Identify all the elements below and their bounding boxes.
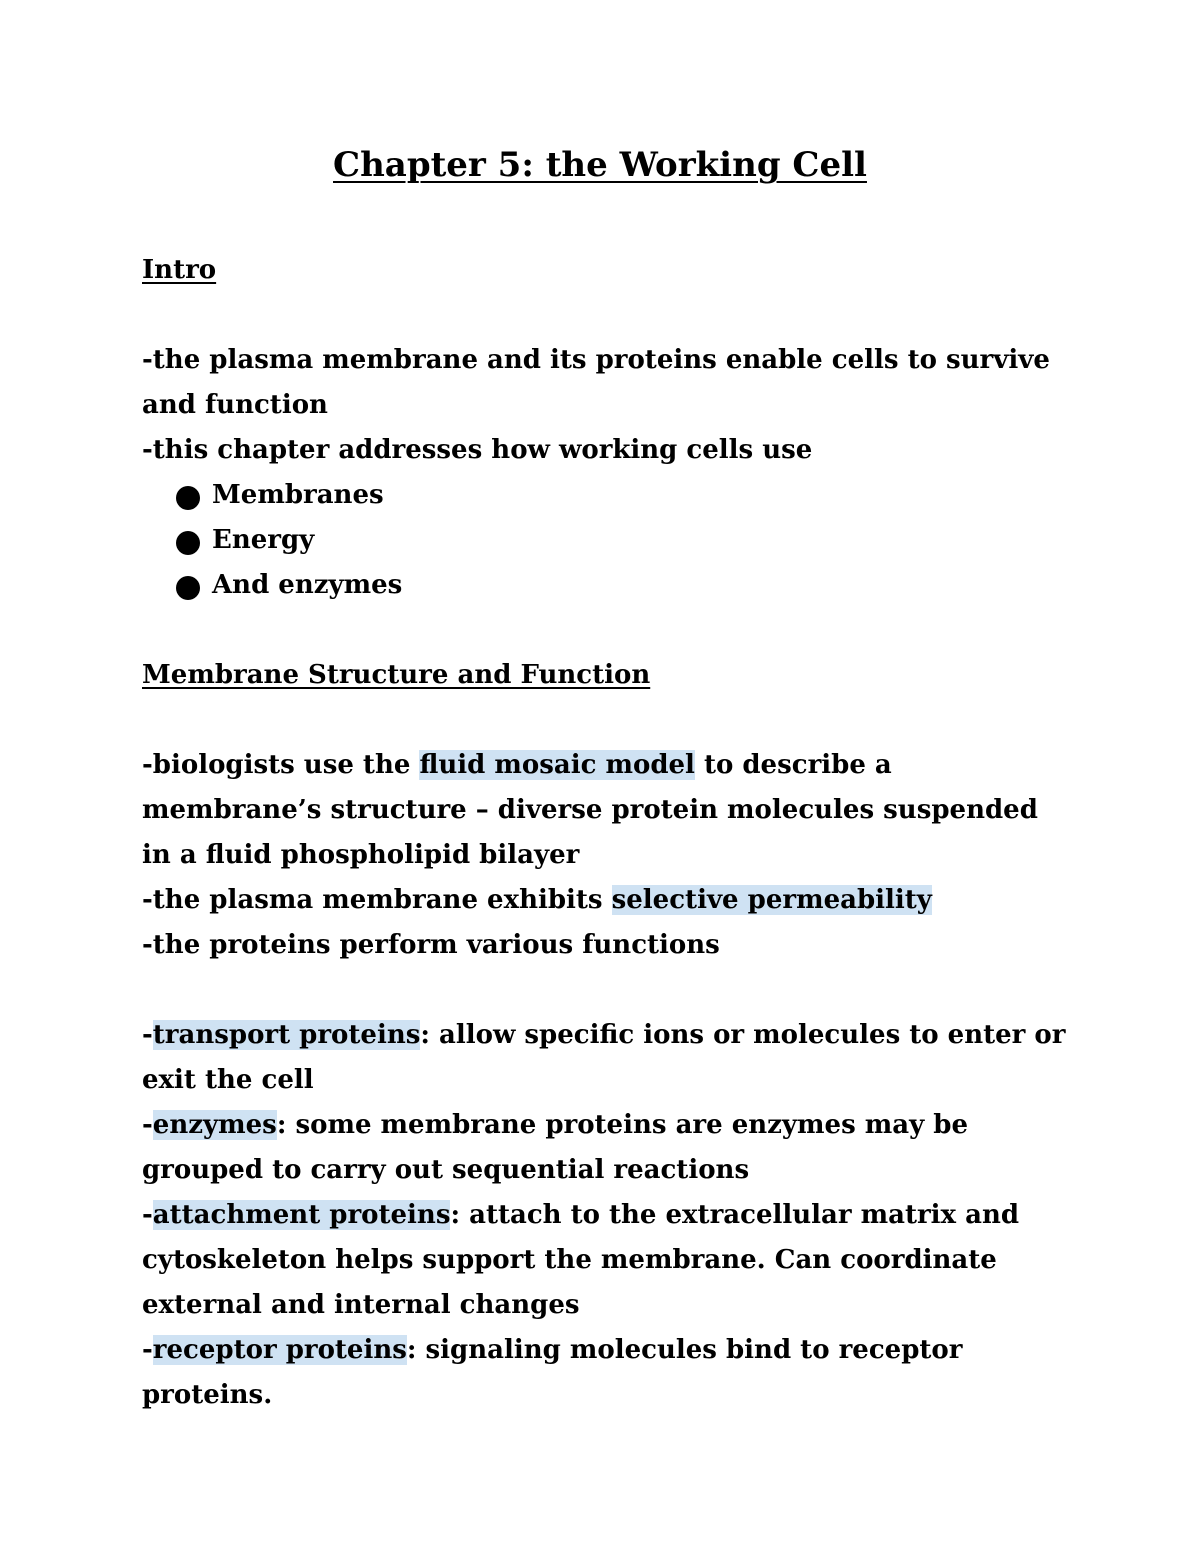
bullet-item bbox=[176, 563, 1072, 608]
spacer bbox=[142, 608, 1072, 653]
dash: - bbox=[142, 1110, 153, 1140]
spacer bbox=[142, 698, 1072, 743]
definition-text: : signaling molecules bind to receptor proteins. bbox=[142, 1335, 963, 1410]
bullet-icon bbox=[176, 531, 200, 555]
bullet-item bbox=[176, 518, 1072, 563]
text-run: -biologists use the bbox=[142, 750, 420, 780]
highlighted-term: receptor proteins bbox=[152, 1335, 407, 1365]
bullet-text: And enzymes bbox=[212, 570, 403, 600]
membrane-paragraph-1 bbox=[142, 743, 1072, 878]
text-run: -the plasma membrane exhibits bbox=[142, 885, 612, 915]
spacer bbox=[142, 968, 1072, 1013]
highlighted-term: attachment proteins bbox=[152, 1200, 451, 1230]
intro-bullet-list bbox=[142, 473, 1072, 608]
highlighted-term: fluid mosaic model bbox=[419, 750, 695, 780]
dash: - bbox=[142, 1020, 153, 1050]
highlighted-term: selective permeability bbox=[611, 885, 932, 915]
dash: - bbox=[142, 1200, 153, 1230]
function-item-transport bbox=[142, 1013, 1072, 1103]
document-body bbox=[142, 248, 1072, 1418]
section-heading-intro: Intro bbox=[142, 255, 217, 285]
intro-paragraph-2: -this chapter addresses how working cells use bbox=[142, 435, 813, 465]
definition-text: : some membrane proteins are enzymes may be grouped to carry out sequential reactions bbox=[142, 1110, 969, 1185]
bullet-item bbox=[176, 473, 1072, 518]
intro-paragraph-1: -the plasma membrane and its proteins enable cells to survive and function bbox=[142, 345, 1050, 420]
function-item-attachment bbox=[142, 1193, 1072, 1328]
highlighted-term: enzymes bbox=[152, 1110, 277, 1140]
membrane-paragraph-2 bbox=[142, 878, 1072, 923]
function-item-receptor bbox=[142, 1328, 1072, 1418]
function-item-enzymes bbox=[142, 1103, 1072, 1193]
page-title: Chapter 5: the Working Cell bbox=[333, 145, 867, 185]
dash: - bbox=[142, 1335, 153, 1365]
highlighted-term: transport proteins bbox=[152, 1020, 421, 1050]
bullet-text: Energy bbox=[212, 525, 315, 555]
bullet-text: Membranes bbox=[212, 480, 384, 510]
text-run: to describe a membrane’s structure – diverse protein molecules suspended in a fluid phospholipid bilayer bbox=[142, 750, 1038, 870]
bullet-icon bbox=[176, 486, 200, 510]
section-heading-membrane: Membrane Structure and Function bbox=[142, 660, 651, 690]
bullet-icon bbox=[176, 576, 200, 600]
definition-text: : attach to the extracellular matrix and cytoskeleton helps support the membrane. Can coordinate external and internal changes bbox=[142, 1200, 1020, 1320]
spacer bbox=[142, 293, 1072, 338]
definition-text: : allow specific ions or molecules to enter or exit the cell bbox=[142, 1020, 1066, 1095]
membrane-paragraph-3: -the proteins perform various functions bbox=[142, 930, 720, 960]
